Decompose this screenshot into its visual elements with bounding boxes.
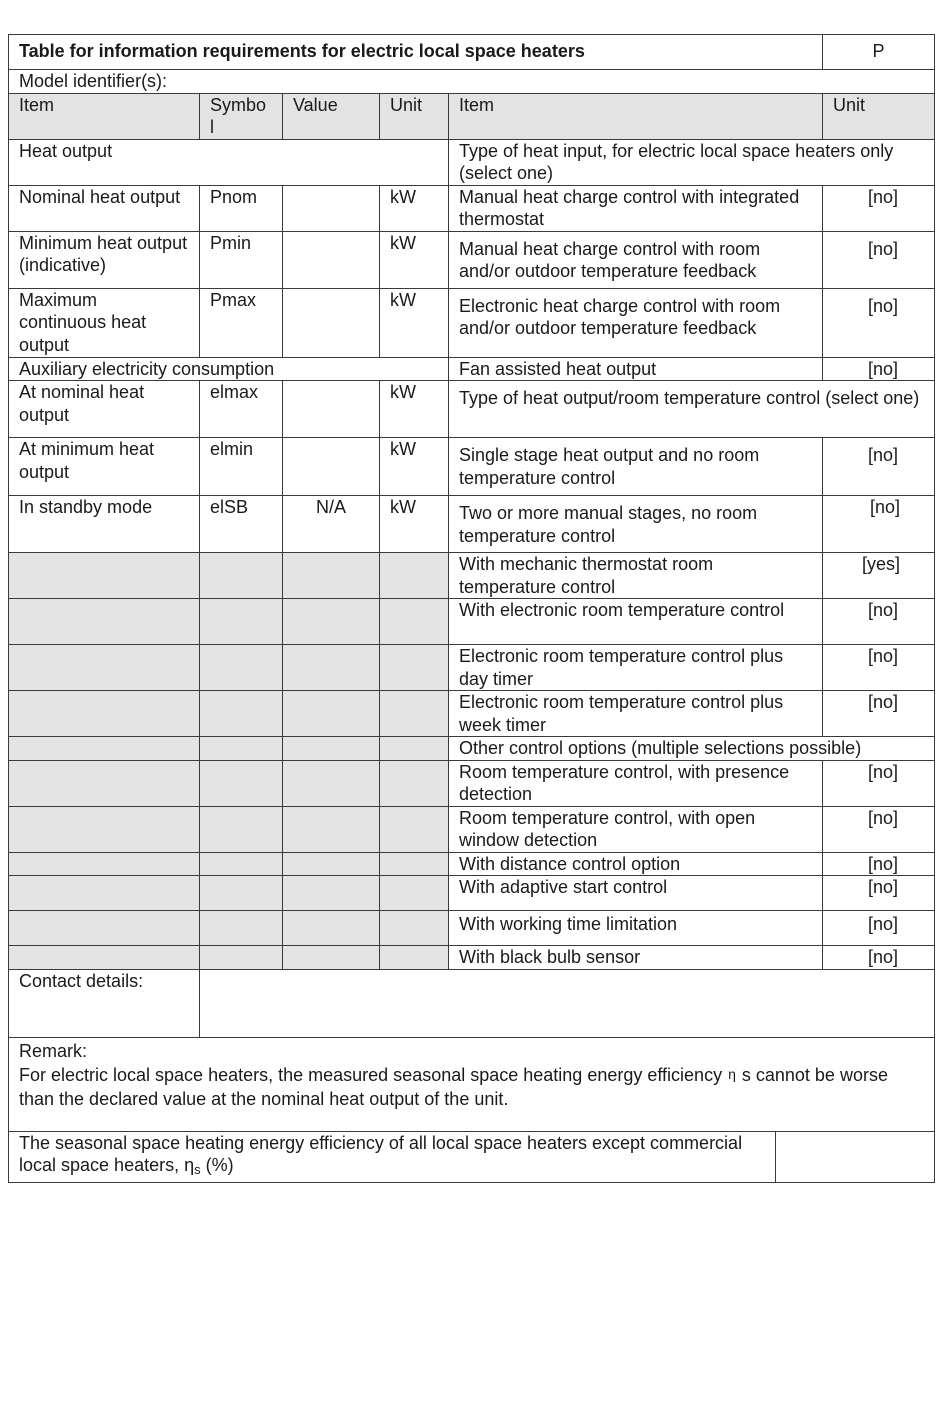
efficiency-label-unit: (%): [200, 1155, 234, 1175]
left-item: At nominal heat output: [9, 381, 200, 438]
empty-cell: [283, 737, 380, 761]
right-unit: [no]: [823, 645, 935, 691]
empty-cell: [9, 553, 200, 599]
empty-cell: [9, 645, 200, 691]
right-unit: [no]: [823, 185, 935, 231]
title-code: P: [823, 35, 935, 70]
empty-cell: [283, 852, 380, 876]
contact-value: [200, 969, 935, 1037]
table-row: [9, 381, 935, 438]
empty-cell: [200, 911, 283, 946]
empty-cell: [200, 876, 283, 911]
table-row: [9, 691, 935, 737]
left-value: [283, 231, 380, 288]
contact-row: [9, 969, 935, 1037]
header-unit: Unit: [380, 93, 449, 139]
section-heat-input-type: Type of heat input, for electric local space heaters only (select one): [449, 139, 935, 185]
right-unit: [no]: [823, 496, 935, 553]
table-row: [9, 760, 935, 806]
left-value: N/A: [283, 496, 380, 553]
empty-cell: [9, 599, 200, 645]
right-unit: [no]: [823, 288, 935, 357]
empty-cell: [200, 852, 283, 876]
left-unit: kW: [380, 381, 449, 438]
header-value: Value: [283, 93, 380, 139]
empty-cell: [380, 645, 449, 691]
left-item: Maximum continuous heat output: [9, 288, 200, 357]
empty-cell: [283, 760, 380, 806]
left-symbol: Pmin: [200, 231, 283, 288]
empty-cell: [9, 760, 200, 806]
efficiency-label-text: The seasonal space heating energy efficiency of all local space heaters except commercial local space heaters, η: [19, 1132, 743, 1175]
remark-label: Remark:: [19, 1040, 88, 1061]
left-unit: kW: [380, 438, 449, 496]
right-unit: [no]: [823, 231, 935, 288]
left-value: [283, 438, 380, 496]
efficiency-subscript: s: [194, 1162, 201, 1177]
table-row: [9, 852, 935, 876]
left-unit: kW: [380, 288, 449, 357]
empty-cell: [9, 852, 200, 876]
header-item: Item: [9, 93, 200, 139]
right-item: With working time limitation: [449, 911, 823, 946]
right-unit: [no]: [823, 691, 935, 737]
remark-text-end: s cannot be worse than the declared value at the nominal heat output of the unit.: [19, 1065, 888, 1109]
info-requirements-document: [8, 34, 934, 1183]
right-item: Electronic room temperature control plus day timer: [449, 645, 823, 691]
right-unit: [no]: [823, 760, 935, 806]
right-item: Manual heat charge control with integrated thermostat: [449, 185, 823, 231]
empty-cell: [380, 737, 449, 761]
table-row: [9, 599, 935, 645]
title-row: [9, 35, 935, 70]
empty-cell: [283, 876, 380, 911]
left-symbol: elmin: [200, 438, 283, 496]
right-unit: [no]: [823, 876, 935, 911]
left-value: [283, 381, 380, 438]
eta-symbol: η: [728, 1066, 736, 1082]
right-item: Manual heat charge control with room and/or outdoor temperature feedback: [449, 231, 823, 288]
right-item: With electronic room temperature control: [449, 599, 823, 645]
empty-cell: [380, 876, 449, 911]
empty-cell: [380, 806, 449, 852]
right-unit: [no]: [823, 946, 935, 970]
left-unit: kW: [380, 496, 449, 553]
right-item: With black bulb sensor: [449, 946, 823, 970]
empty-cell: [200, 599, 283, 645]
section-heat-output: Heat output: [9, 139, 449, 185]
header-item-right: Item: [449, 93, 823, 139]
left-unit: kW: [380, 185, 449, 231]
efficiency-row: [9, 1131, 935, 1182]
left-symbol: elmax: [200, 381, 283, 438]
right-unit: [no]: [823, 438, 935, 496]
info-requirements-table: [8, 34, 935, 1183]
empty-cell: [380, 760, 449, 806]
table-row: [9, 806, 935, 852]
section-aux-electricity: Auxiliary electricity consumption: [9, 357, 449, 381]
empty-cell: [200, 760, 283, 806]
empty-cell: [9, 806, 200, 852]
right-item: Two or more manual stages, no room temperature control: [449, 496, 823, 553]
table-row: [9, 139, 935, 185]
header-symbol: Symbo l: [200, 93, 283, 139]
empty-cell: [200, 553, 283, 599]
empty-cell: [380, 911, 449, 946]
left-unit: kW: [380, 231, 449, 288]
table-row: [9, 737, 935, 761]
table-row: [9, 185, 935, 231]
empty-cell: [200, 806, 283, 852]
right-item: With mechanic thermostat room temperature control: [449, 553, 823, 599]
right-item: Electronic room temperature control plus week timer: [449, 691, 823, 737]
efficiency-label: [9, 1131, 776, 1182]
empty-cell: [283, 553, 380, 599]
empty-cell: [200, 946, 283, 970]
empty-cell: [380, 691, 449, 737]
table-row: [9, 876, 935, 911]
right-unit: [no]: [823, 852, 935, 876]
empty-cell: [283, 691, 380, 737]
empty-cell: [380, 946, 449, 970]
table-row: [9, 911, 935, 946]
right-unit: [no]: [823, 806, 935, 852]
table-row: [9, 496, 935, 553]
empty-cell: [283, 911, 380, 946]
left-symbol: elSB: [200, 496, 283, 553]
right-item: Electronic heat charge control with room and/or outdoor temperature feedback: [449, 288, 823, 357]
empty-cell: [380, 852, 449, 876]
left-item: At minimum heat output: [9, 438, 200, 496]
right-unit: [no]: [823, 911, 935, 946]
empty-cell: [9, 691, 200, 737]
table-title: Table for information requirements for electric local space heaters: [9, 35, 823, 70]
left-item: Nominal heat output: [9, 185, 200, 231]
empty-cell: [9, 876, 200, 911]
right-item: With adaptive start control: [449, 876, 823, 911]
left-symbol: Pnom: [200, 185, 283, 231]
right-item: Room temperature control, with presence detection: [449, 760, 823, 806]
empty-cell: [380, 599, 449, 645]
efficiency-value: [776, 1131, 935, 1182]
right-unit: [yes]: [823, 553, 935, 599]
right-item: Single stage heat output and no room temperature control: [449, 438, 823, 496]
empty-cell: [283, 645, 380, 691]
right-item: Room temperature control, with open window detection: [449, 806, 823, 852]
left-item: In standby mode: [9, 496, 200, 553]
remark-row: [9, 1037, 935, 1131]
empty-cell: [9, 946, 200, 970]
model-identifier-label: Model identifier(s):: [9, 70, 935, 94]
left-value: [283, 288, 380, 357]
table-row: [9, 231, 935, 288]
table-row: [9, 946, 935, 970]
empty-cell: [283, 946, 380, 970]
section-output-control-type: Type of heat output/room temperature control (select one): [449, 381, 935, 438]
table-row: [9, 357, 935, 381]
empty-cell: [200, 645, 283, 691]
remark-cell: [9, 1037, 935, 1131]
empty-cell: [9, 737, 200, 761]
model-identifier-row: [9, 70, 935, 94]
table-row: [9, 553, 935, 599]
table-row: [9, 438, 935, 496]
table-row: [9, 288, 935, 357]
table-row: [9, 645, 935, 691]
right-unit: [no]: [823, 599, 935, 645]
contact-label: Contact details:: [9, 969, 200, 1037]
remark-text: For electric local space heaters, the measured seasonal space heating energy efficiency: [19, 1065, 723, 1085]
left-value: [283, 185, 380, 231]
empty-cell: [200, 691, 283, 737]
right-item: With distance control option: [449, 852, 823, 876]
header-unit-right: Unit: [823, 93, 935, 139]
empty-cell: [200, 737, 283, 761]
header-row: [9, 93, 935, 139]
left-item: Minimum heat output (indicative): [9, 231, 200, 288]
right-item: Fan assisted heat output: [449, 357, 823, 381]
empty-cell: [380, 553, 449, 599]
empty-cell: [9, 911, 200, 946]
section-other-control: Other control options (multiple selections possible): [449, 737, 935, 761]
right-unit: [no]: [823, 357, 935, 381]
left-symbol: Pmax: [200, 288, 283, 357]
empty-cell: [283, 599, 380, 645]
empty-cell: [283, 806, 380, 852]
